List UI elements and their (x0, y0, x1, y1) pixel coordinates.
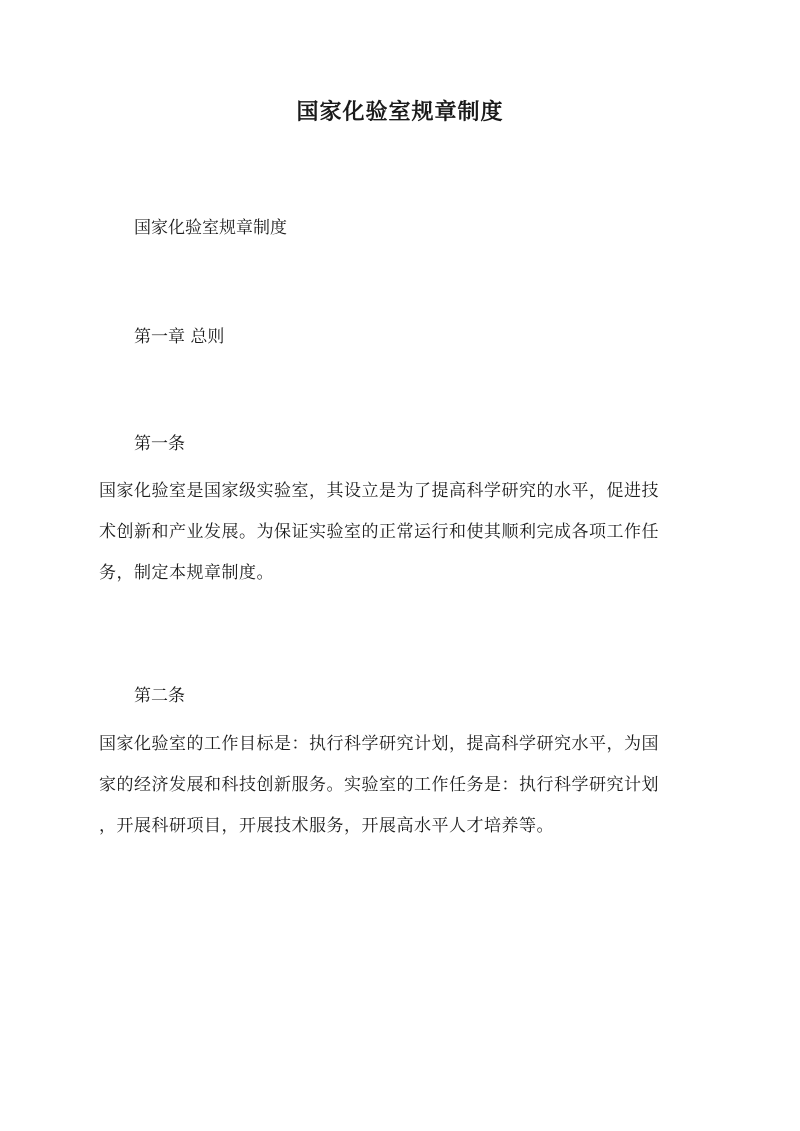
document-title: 国家化验室规章制度 (296, 99, 504, 125)
article-2-line-1: 国家化验室的工作目标是：执行科学研究计划，提高科学研究水平，为国 (99, 734, 659, 754)
article-1-line-2: 术创新和产业发展。为保证实验室的正常运行和使其顺利完成各项工作任 (99, 522, 659, 542)
document-subtitle: 国家化验室规章制度 (134, 218, 287, 238)
article-2-line-2: 家的经济发展和科技创新服务。实验室的工作任务是：执行科学研究计划 (99, 775, 659, 795)
article-2-heading: 第二条 (134, 686, 185, 706)
article-1-line-3: 务，制定本规章制度。 (99, 563, 274, 583)
article-2-line-3: ，开展科研项目，开展技术服务，开展高水平人才培养等。 (99, 816, 554, 836)
article-2-body (99, 724, 719, 847)
chapter-heading: 第一章 总则 (134, 327, 225, 347)
article-1-heading: 第一条 (134, 434, 185, 454)
article-1-body (99, 471, 719, 594)
article-1-line-1: 国家化验室是国家级实验室，其设立是为了提高科学研究的水平，促进技 (99, 481, 659, 501)
